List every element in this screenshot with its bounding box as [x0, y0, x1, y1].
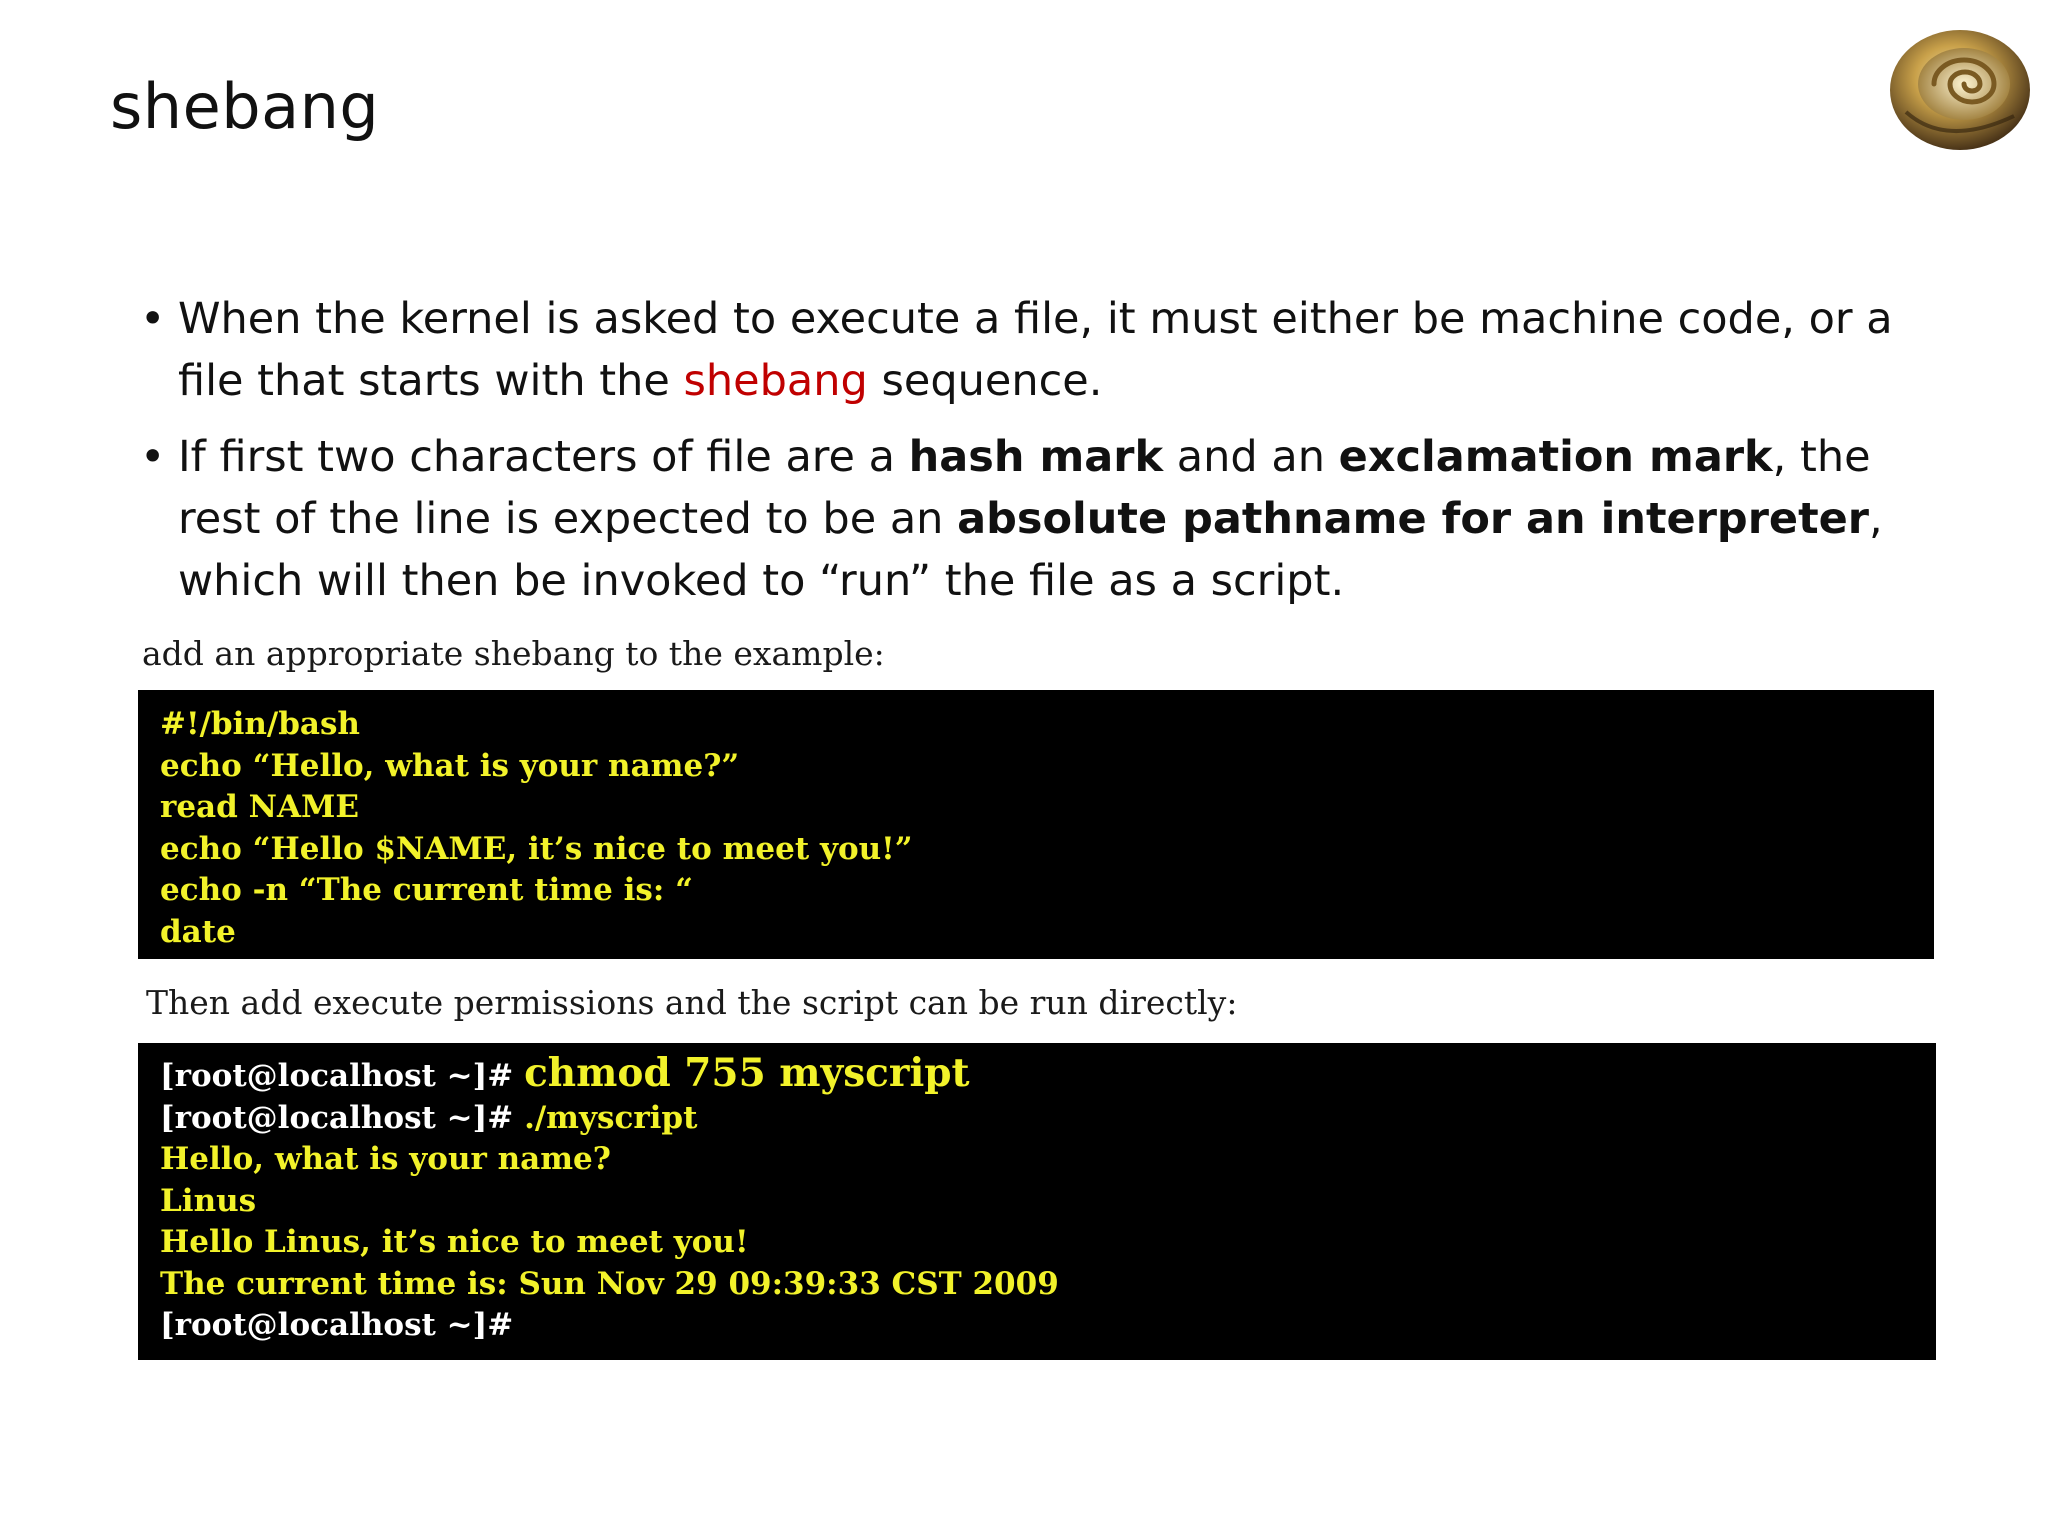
- slide-title: shebang: [110, 70, 380, 143]
- terminal-output-line: Linus: [160, 1182, 257, 1219]
- terminal-line: [160, 1050, 1914, 1098]
- terminal-output-line: Hello Linus, it’s nice to meet you!: [160, 1224, 749, 1260]
- bullet-text: and an: [1163, 432, 1339, 482]
- terminal-command: ./myscript: [524, 1099, 698, 1136]
- script-code-block: [138, 690, 1934, 959]
- code-line: date: [160, 913, 236, 950]
- terminal-output-block: [138, 1043, 1936, 1360]
- shell-prompt: [root@localhost ~]#: [160, 1307, 514, 1343]
- bullet-dot-icon: •: [140, 294, 166, 344]
- terminal-command: chmod 755 myscript: [524, 1050, 970, 1096]
- bullet-text: If first two characters of file are a: [178, 432, 909, 482]
- shebang-highlight: shebang: [683, 356, 868, 406]
- bold-term: hash mark: [908, 432, 1164, 482]
- bullet-list: [140, 288, 1920, 626]
- caption-execute-permissions: Then add execute permissions and the script can be run directly:: [146, 983, 1238, 1022]
- bullet-item-hash-mark: [140, 426, 1920, 612]
- code-line: echo -n “The current time is: “: [160, 872, 693, 908]
- bullet-text: , which will then be invoked to “run” the file as a script.: [178, 494, 1883, 606]
- terminal-output-line: The current time is: Sun Nov 29 09:39:33 CST 2009: [160, 1265, 1059, 1302]
- code-line: echo “Hello $NAME, it’s nice to meet you!”: [160, 830, 913, 867]
- bullet-text: , the rest of the line is expected to be an: [178, 432, 1871, 544]
- bold-term: absolute pathname for an interpreter: [957, 494, 1869, 544]
- spiral-shell-icon: [1886, 20, 2036, 155]
- bullet-dot-icon: •: [140, 432, 166, 482]
- code-line: echo “Hello, what is your name?”: [160, 747, 740, 784]
- terminal-output-line: Hello, what is your name?: [160, 1141, 611, 1177]
- terminal-line: [160, 1098, 1914, 1140]
- bullet-item-kernel: [140, 288, 1920, 412]
- bullet-text: When the kernel is asked to execute a file, it must either be machine code, or a file that starts with the: [178, 294, 1893, 406]
- shell-prompt: [root@localhost ~]#: [160, 1099, 525, 1136]
- bold-term: exclamation mark: [1338, 432, 1773, 482]
- code-line: read NAME: [160, 789, 359, 825]
- bullet-text: sequence.: [867, 356, 1103, 406]
- code-line: #!/bin/bash: [160, 706, 360, 742]
- caption-add-shebang: add an appropriate shebang to the example:: [142, 634, 885, 673]
- shell-prompt: [root@localhost ~]#: [160, 1058, 525, 1094]
